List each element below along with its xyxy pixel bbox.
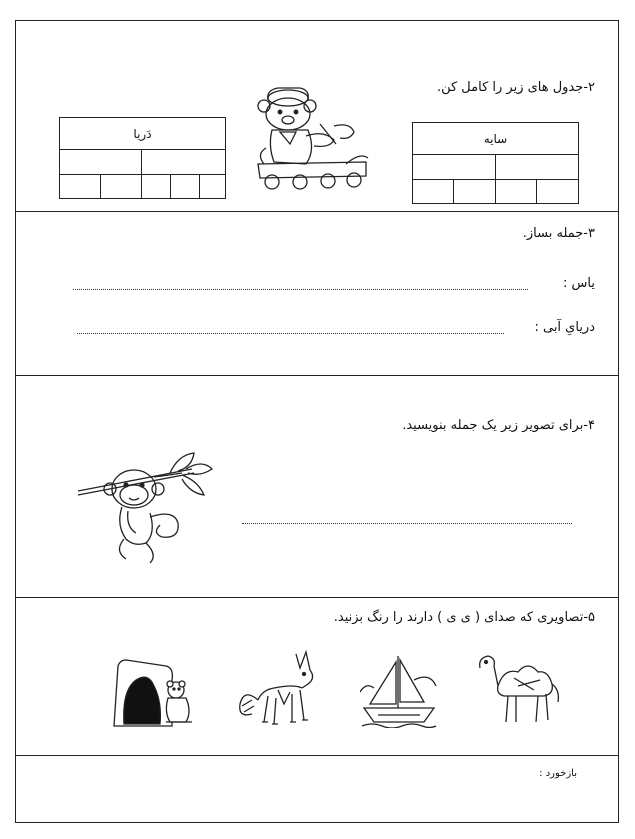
section-divider-2	[15, 375, 619, 376]
q3-item-1-label: یاس :	[563, 276, 595, 291]
letter-cell[interactable]	[142, 175, 171, 199]
cave-bear-icon[interactable]	[110, 656, 198, 728]
q5-title: ۵-تصاویری که صدای ( ی ی ) دارند را رنگ بزنید.	[333, 610, 595, 625]
word-table-right-word: سایه	[413, 123, 579, 155]
syllable-cell[interactable]	[142, 150, 226, 175]
section-divider-3	[15, 597, 619, 598]
word-table-left	[59, 117, 226, 199]
monkey-on-branch-icon	[74, 447, 214, 569]
q3-item-2-label: دریایِ آبی :	[534, 320, 595, 335]
letter-cell[interactable]	[454, 180, 495, 204]
feedback-area[interactable]	[30, 790, 570, 814]
syllable-cell[interactable]	[60, 150, 142, 175]
q2-title: ۲-جدول های زیر را کامل کن.	[436, 80, 595, 95]
letter-cell[interactable]	[60, 175, 101, 199]
word-table-left-word: دَریا	[60, 118, 226, 150]
q3-item-2-answer-line[interactable]	[77, 333, 504, 334]
q4-answer-line[interactable]	[242, 523, 572, 524]
letter-cell[interactable]	[495, 180, 536, 204]
section-divider-4	[15, 755, 619, 756]
syllable-cell[interactable]	[413, 155, 496, 180]
q3-title: ۳-جمله بساز.	[522, 226, 595, 241]
word-table-right	[412, 122, 579, 204]
fox-icon[interactable]	[234, 648, 322, 728]
bear-on-toy-car-icon	[250, 84, 374, 192]
sailboat-icon[interactable]	[360, 652, 438, 728]
section-divider-1	[15, 211, 619, 212]
letter-cell[interactable]	[171, 175, 200, 199]
feedback-label: بازخورد :	[539, 768, 577, 779]
letter-cell[interactable]	[101, 175, 142, 199]
letter-cell[interactable]	[537, 180, 579, 204]
camel-icon[interactable]	[474, 650, 564, 726]
letter-cell[interactable]	[413, 180, 454, 204]
q4-title: ۴-برای تصویر زیر یک جمله بنویسید.	[402, 418, 595, 433]
syllable-cell[interactable]	[495, 155, 578, 180]
letter-cell[interactable]	[200, 175, 226, 199]
q3-item-1-answer-line[interactable]	[73, 289, 528, 290]
